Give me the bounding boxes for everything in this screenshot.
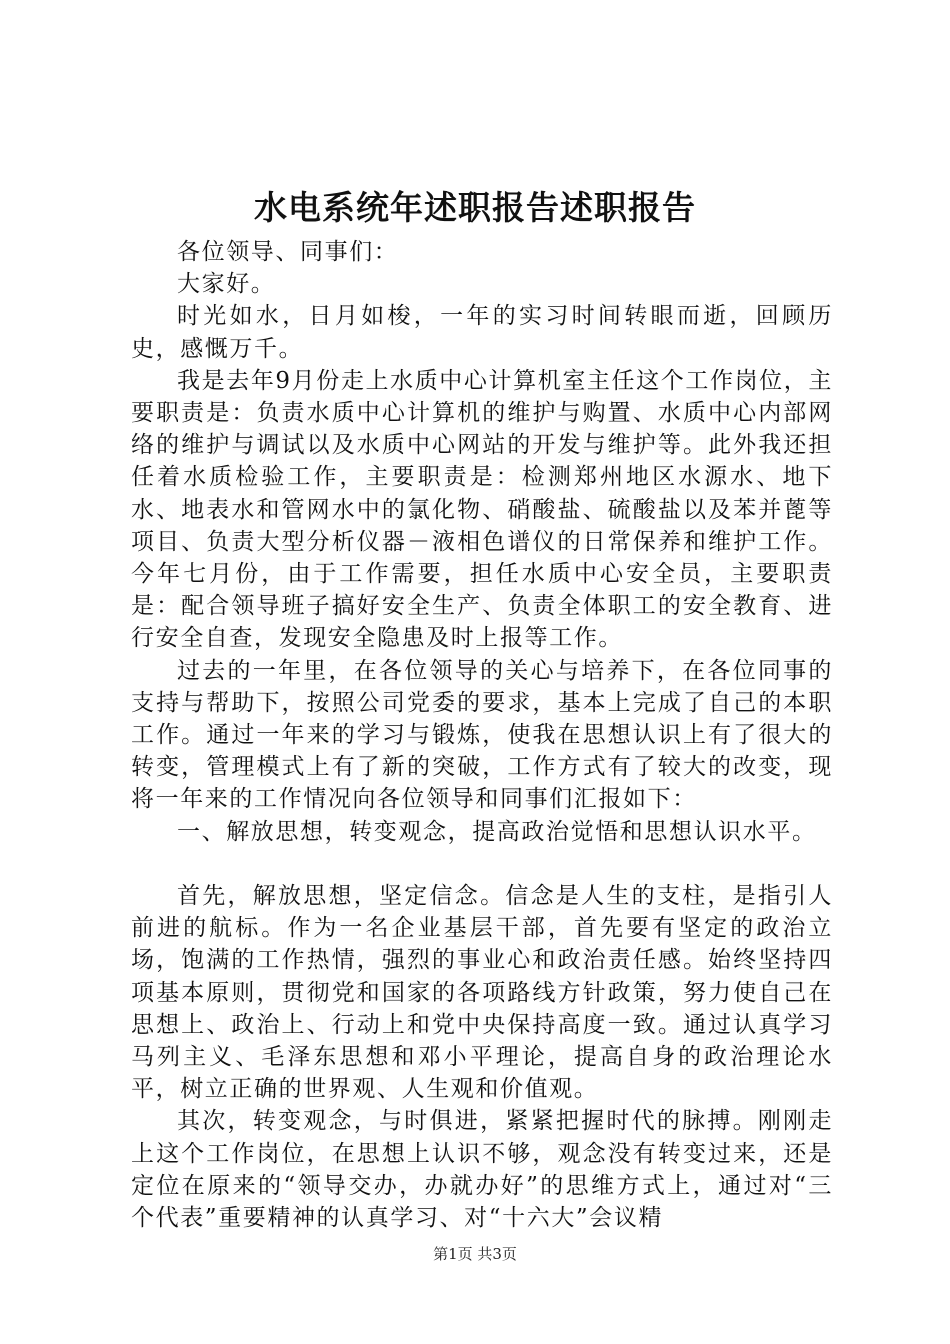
document-title: 水电系统年述职报告述职报告 (254, 188, 696, 227)
page-footer: 第1页 共3页 (433, 1245, 517, 1263)
paragraph-duties: 我是去年9月份走上水质中心计算机室主任这个工作岗位，主要职责是：负责水质中心计算机的维护与购置、水质中心内部网络的维护与调试以及水质中心网站的开发与维护等。此外我还担任着水质检验工作，主要职责是：检测郑州地区水源水、地下水、地表水和管网水中的氯化物、硝酸盐、硫酸盐以及苯并蓖等项目、负责大型分析仪器－液相色谱仪的日常保养和维护工作。今年七月份，由于工作需要，担任水质中心安全员，主要职责是：配合领导班子搞好安全生产、负责全体职工的安全教育、进行安全自查，发现安全隐患及时上报等工作。 (131, 367, 833, 652)
section-heading-1: 一、解放思想，转变观念，提高政治觉悟和思想认识水平。 (177, 818, 817, 845)
paragraph-salutation: 各位领导、同事们： (177, 239, 399, 265)
paragraph-second: 其次，转变观念，与时俱进，紧紧把握时代的脉搏。刚刚走上这个工作岗位，在思想上认识不够，观念没有转变过来，还是定位在原来的“领导交办，办就办好”的思维方式上，通过对“三个代表”重要精神的认真学习、对“十六大”会议精 (131, 1108, 833, 1232)
paragraph-review: 过去的一年里，在各位领导的关心与培养下，在各位同事的支持与帮助下，按照公司党委的要求，基本上完成了自己的本职工作。通过一年来的学习与锻炼，使我在思想认识上有了很大的转变，管理模式上有了新的突破，工作方式有了较大的改变，现将一年来的工作情况向各位领导和同事们汇报如下： (131, 657, 833, 813)
paragraph-greeting: 大家好。 (177, 271, 276, 298)
document-body (131, 236, 833, 1234)
blank-line (131, 848, 833, 880)
paragraph-intro: 时光如水，日月如梭，一年的实习时间转眼而逝，回顾历史，感慨万千。 (131, 303, 833, 362)
paragraph-first: 首先，解放思想，坚定信念。信念是人生的支柱，是指引人前进的航标。作为一名企业基层干部，首先要有坚定的政治立场，饱满的工作热情，强烈的事业心和政治责任感。始终坚持四项基本原则，贯彻党和国家的各项路线方针政策，努力使自己在思想上、政治上、行动上和党中央保持高度一致。通过认真学习马列主义、毛泽东思想和邓小平理论，提高自身的政治理论水平，树立正确的世界观、人生观和价值观。 (131, 883, 833, 1103)
